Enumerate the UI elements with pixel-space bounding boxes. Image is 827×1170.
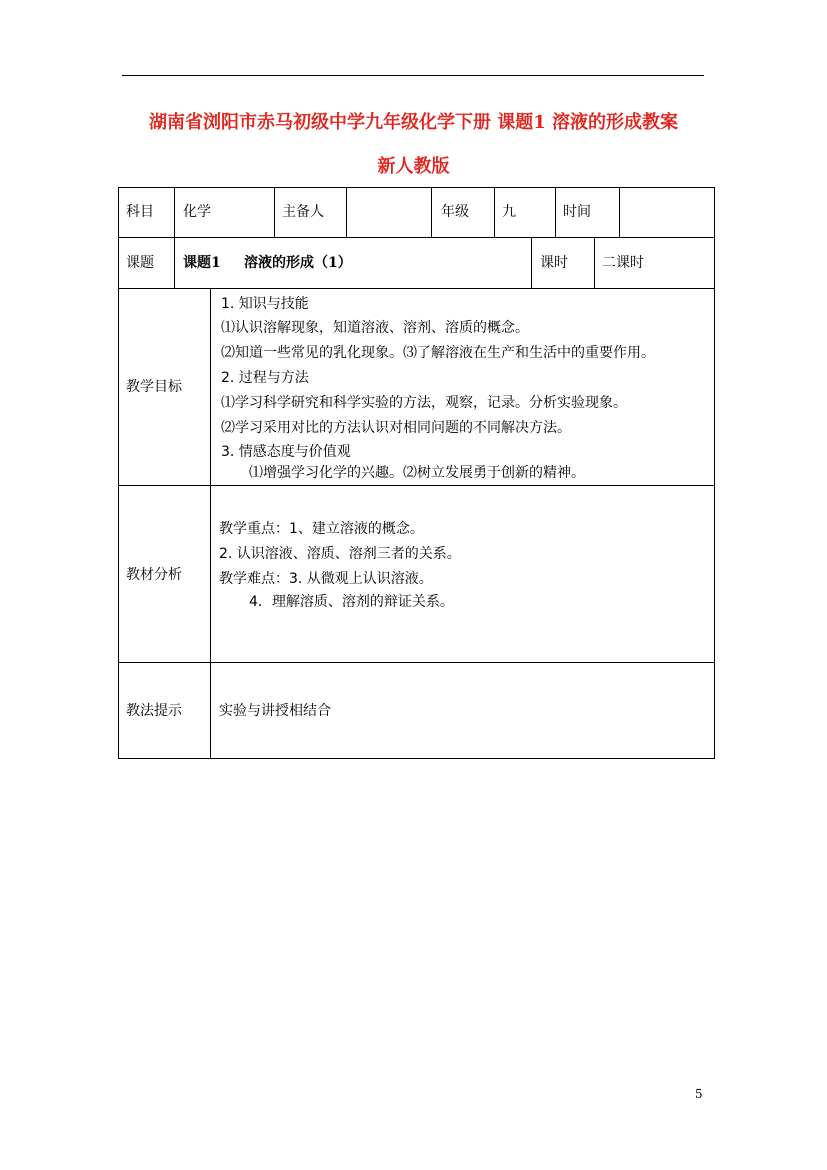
table-col-divider <box>431 187 432 237</box>
analysis-line: 教学重点：1、建立溶液的概念。 <box>219 521 424 537</box>
table-col-divider <box>555 187 556 237</box>
table-border-top <box>118 187 715 188</box>
table-col-divider <box>174 187 175 237</box>
table-col-divider <box>594 237 595 288</box>
table-col-divider <box>274 187 275 237</box>
table-row-divider <box>118 662 715 663</box>
analysis-label: 教材分析 <box>126 567 182 583</box>
table-col-divider <box>531 237 532 288</box>
document-subtitle: 新人教版 <box>377 156 450 177</box>
subject-label: 科目 <box>126 204 154 220</box>
objectives-line: 1. 知识与技能 <box>221 296 309 312</box>
method-label: 教法提示 <box>126 703 182 719</box>
table-row-divider <box>118 485 715 486</box>
grade-value: 九 <box>502 204 516 220</box>
table-border-bottom <box>118 758 715 759</box>
analysis-line: 4．理解溶质、溶剂的辩证关系。 <box>249 594 454 610</box>
table-row-divider <box>118 288 715 289</box>
objectives-line: ⑵学习采用对比的方法认识对相同问题的不同解决方法。 <box>221 420 571 436</box>
preparer-label: 主备人 <box>282 204 324 220</box>
table-col-divider <box>494 187 495 237</box>
objectives-line: 3. 情感态度与价值观 <box>221 444 351 460</box>
page-number: 5 <box>695 1087 703 1101</box>
objectives-line: ⑴认识溶解现象，知道溶液、溶剂、溶质的概念。 <box>221 320 529 336</box>
period-label: 课时 <box>540 255 568 271</box>
analysis-line: 2. 认识溶液、溶质、溶剂三者的关系。 <box>219 546 461 562</box>
time-label: 时间 <box>563 204 591 220</box>
objectives-line: 2. 过程与方法 <box>221 370 309 386</box>
method-value: 实验与讲授相结合 <box>219 703 331 719</box>
table-row-divider <box>118 237 715 238</box>
table-col-divider <box>174 237 175 288</box>
table-col-divider <box>210 288 211 758</box>
objectives-line: ⑵知道一些常见的乳化现象。⑶了解溶液在生产和生活中的重要作用。 <box>221 345 655 361</box>
subject-value: 化学 <box>183 204 211 220</box>
objectives-label: 教学目标 <box>126 379 182 395</box>
document-title: 湖南省浏阳市赤马初级中学九年级化学下册 课题1 溶液的形成教案 <box>148 112 679 133</box>
topic-label: 课题 <box>126 255 154 271</box>
objectives-line: ⑴增强学习化学的兴趣。⑵树立发展勇于创新的精神。 <box>249 465 585 481</box>
table-border-left <box>118 187 119 758</box>
objectives-line: ⑴学习科学研究和科学实验的方法，观察，记录。分析实验现象。 <box>221 395 627 411</box>
table-col-divider <box>619 187 620 237</box>
period-value: 二课时 <box>602 255 644 271</box>
grade-label: 年级 <box>441 204 469 220</box>
table-border-right <box>714 187 715 758</box>
table-col-divider <box>346 187 347 237</box>
topic-value-text: 溶液的形成（1） <box>244 255 352 271</box>
topic-value-prefix: 课题1 <box>183 255 221 271</box>
analysis-line: 教学难点：3. 从微观上认识溶液。 <box>219 571 433 587</box>
header-rule <box>122 75 704 76</box>
